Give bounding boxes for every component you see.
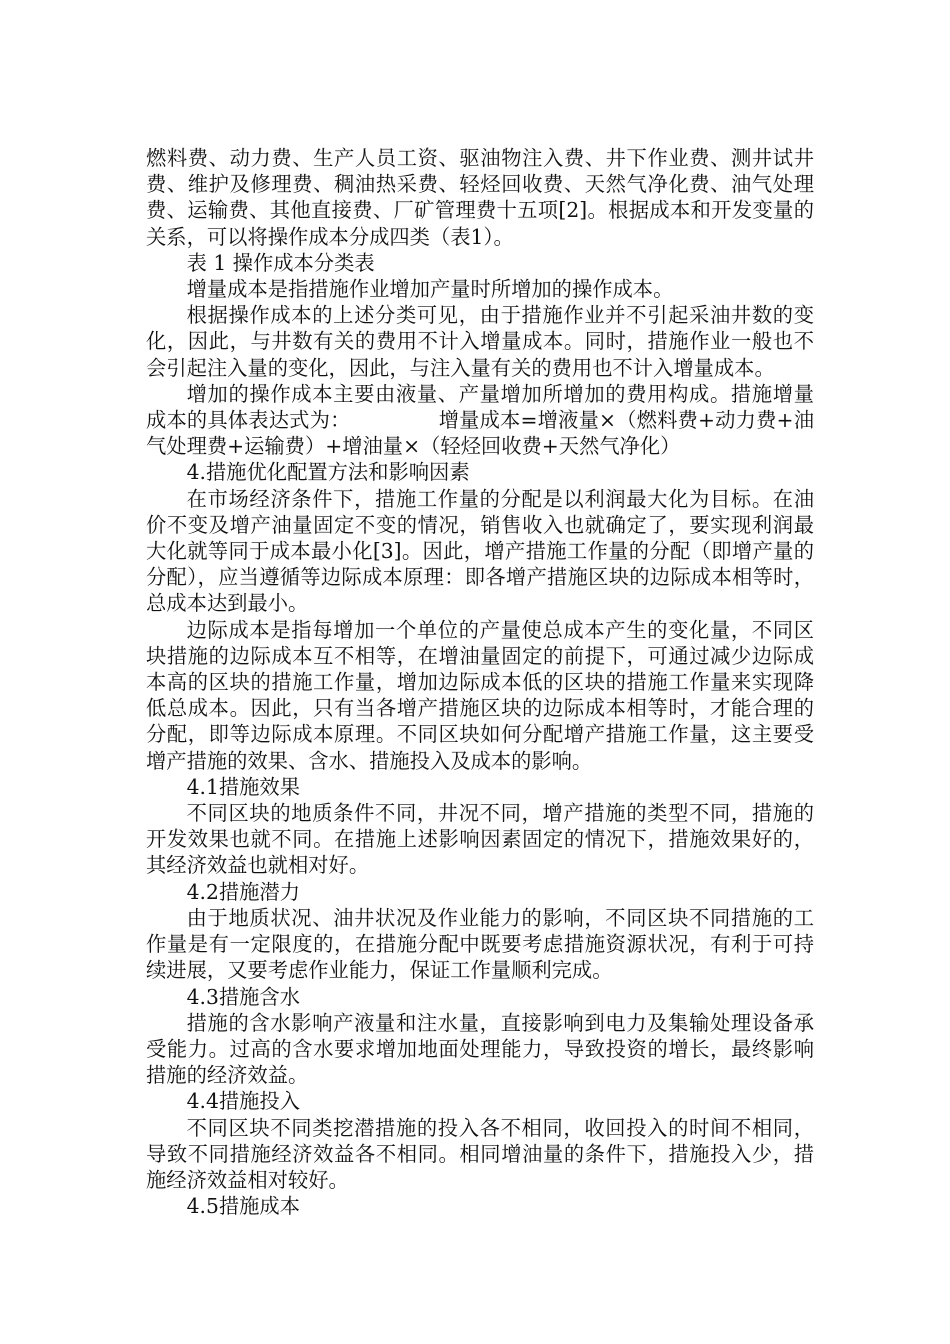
paragraph-incremental-cost-definition: 增量成本是指措施作业增加产量时所增加的操作成本。 — [186, 277, 674, 302]
document-body — [146, 145, 814, 1219]
section-heading-4-1: 4.1措施效果 — [186, 774, 300, 799]
section-heading-4-2: 4.2措施潜力 — [186, 879, 300, 904]
paragraph-measure-effect: 不同区块的地质条件不同，井况不同，增产措施的类型不同，措施的开发效果也就不同。在措施上述影响因素固定的情况下，措施效果好的，其经济效益也就相对好。 — [146, 801, 814, 878]
table-caption: 表 1 操作成本分类表 — [186, 250, 375, 275]
section-heading-4-5: 4.5措施成本 — [186, 1194, 300, 1219]
section-heading-4-3: 4.3措施含水 — [186, 984, 300, 1009]
paragraph-cost-classification: 根据操作成本的上述分类可见，由于措施作业并不引起采油井数的变化，因此，与井数有关的费用不计入增量成本。同时，措施作业一般也不会引起注入量的变化，因此，与注入量有关的费用也不计入增量成本。 — [146, 303, 814, 380]
paragraph-measure-potential: 由于地质状况、油井状况及作业能力的影响，不同区块不同措施的工作量是有一定限度的，在措施分配中既要考虑措施资源状况，有利于可持续进展，又要考虑作业能力，保证工作量顺利完成。 — [146, 905, 814, 983]
section-heading-4: 4.措施优化配置方法和影响因素 — [186, 460, 470, 485]
paragraph-profit-maximization: 在市场经济条件下，措施工作量的分配是以利润最大化为目标。在油价不变及增产油量固定不变的情况，销售收入也就确定了，要实现利润最大化就等同于成本最小化[3]。因此，增产措施工作量的分配（即增产量的分配），应当遵循等边际成本原理：即各增产措施区块的边际成本相等时，总成本达到最小。 — [146, 486, 814, 616]
paragraph-cost-items: 燃料费、动力费、生产人员工资、驱油物注入费、井下作业费、测井试井费、维护及修理费、稠油热采费、轻烃回收费、天然气净化费、油气处理费、运输费、其他直接费、厂矿管理费十五项[2]。根据成本和开发变量的关系，可以将操作成本分成四类（表1）。 — [146, 146, 814, 249]
formula-expression: 增量成本=增液量×（燃料费+动力费+油气处理费+运输费）+增油量×（轻烃回收费+天然气净化） — [146, 408, 814, 459]
paragraph-marginal-cost: 边际成本是指每增加一个单位的产量使总成本产生的变化量，不同区块措施的边际成本互不相等，在增油量固定的前提下，可通过减少边际成本高的区块的措施工作量，增加边际成本低的区块的措施工作量来实现降低总成本。因此，只有当各增产措施区块的边际成本相等时，才能合理的分配，即等边际成本原理。不同区块如何分配增产措施工作量，这主要受增产措施的效果、含水、措施投入及成本的影响。 — [146, 617, 814, 773]
section-heading-4-4: 4.4措施投入 — [186, 1089, 300, 1114]
paragraph-formula — [146, 381, 814, 460]
paragraph-water-cut: 措施的含水影响产液量和注水量，直接影响到电力及集输处理设备承受能力。过高的含水要求增加地面处理能力，导致投资的增长，最终影响措施的经济效益。 — [146, 1010, 814, 1088]
formula-intro: 增加的操作成本主要由液量、产量增加所增加的费用构成。措施增量成本的具体表达式为： — [146, 381, 814, 433]
paragraph-measure-investment: 不同区块不同类挖潜措施的投入各不相同，收回投入的时间不相同，导致不同措施经济效益各不相同。相同增油量的条件下，措施投入少，措施经济效益相对较好。 — [146, 1115, 814, 1192]
